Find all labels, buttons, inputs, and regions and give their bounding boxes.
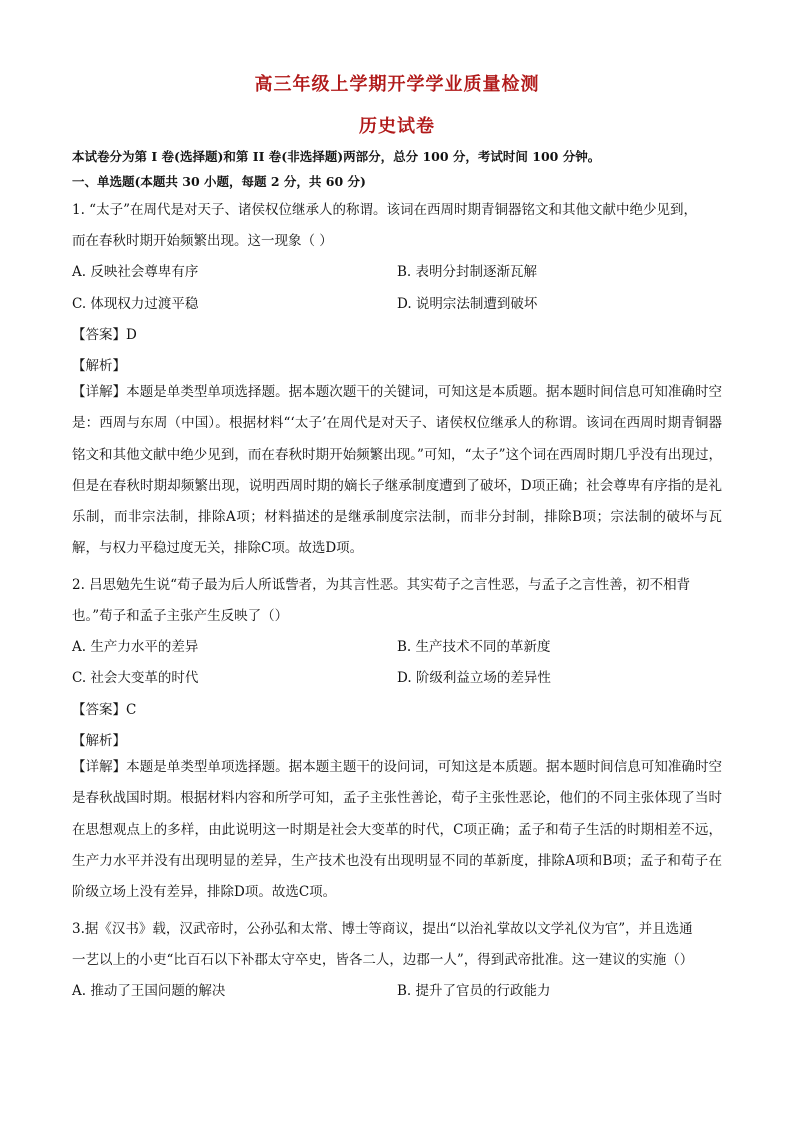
q2-stem-line1: 2. 吕思勉先生说“荀子最为后人所诋訾者，为其言性恶。其实荀子之言性恶，与孟子之言性善，初不相背 — [72, 577, 691, 593]
q3-option-b: B. 提升了官员的行政能力 — [397, 983, 551, 999]
q2-detail: 【详解】本题是单类型单项选择题。据本题主题干的设问词，可知这是本质题。据本题时间信息可知准确时空是春秋战国时期。根据材料内容和所学可知，孟子主张性善论，荀子主张性恶论，他们的不同主张体现了当时在思想观点上的多样，由此说明这一时期是社会大变革的时代，C项正确；孟子和荀子生活的时期相差不远，生产力水平并没有出现明显的差异，生产技术也没有出现明显不同的革新度，排除A项和B项；孟子和荀子在阶级立场上没有差异，排除D项。故选C项。 — [72, 759, 722, 901]
q1-option-b: B. 表明分封制逐渐瓦解 — [397, 264, 538, 280]
q1-option-c: C. 体现权力过渡平稳 — [72, 296, 199, 312]
q1-option-d: D. 说明宗法制遭到破坏 — [397, 296, 538, 312]
exam-subtitle: 历史试卷 — [359, 116, 435, 137]
q3-stem-line1: 3.据《汉书》载，汉武帝时，公孙弘和太常、博士等商议，提出“以治礼掌故以文学礼仪为官”，并且选通 — [72, 921, 693, 937]
q1-stem-line2: 而在春秋时期开始频繁出现。这一现象（ ） — [72, 233, 333, 249]
q2-option-b: B. 生产技术不同的革新度 — [397, 639, 551, 655]
q1-option-a: A. 反映社会尊卑有序 — [72, 264, 199, 280]
exam-intro: 本试卷分为第 I 卷(选择题)和第 II 卷(非选择题)两部分，总分 100 分，考试时间 100 分钟。 — [72, 149, 601, 164]
exam-title: 高三年级上学期开学学业质量检测 — [254, 74, 540, 95]
q3-stem-line2: 一艺以上的小吏“比百石以下补郡太守卒史，皆各二人，边郡一人”，得到武帝批准。这一建议的实施（） — [72, 952, 694, 968]
q1-analysis-label: 【解析】 — [72, 358, 126, 374]
q2-answer: 【答案】C — [72, 702, 137, 718]
q2-analysis-label: 【解析】 — [72, 733, 126, 749]
q1-stem-line1: 1. “太子”在周代是对天子、诸侯权位继承人的称谓。该词在西周时期青铜器铭文和其他文献中绝少见到， — [72, 202, 697, 218]
q1-detail: 【详解】本题是单类型单项选择题。据本题次题干的关键词，可知这是本质题。据本题时间信息可知准确时空是：西周与东周（中国）。根据材料“‘太子’在周代是对天子、诸侯权位继承人的称谓。该词在西周时期青铜器铭文和其他文献中绝少见到，而在春秋时期开始频繁出现。”可知，“太子”这个词在西周时期几乎没有出现过，但是在春秋时期却频繁出现，说明西周时期的嫡长子继承制度遭到了破坏，D项正确；社会尊卑有序指的是礼乐制，而非宗法制，排除A项；材料描述的是继承制度宗法制，而非分封制，排除B项；宗法制的破坏与瓦解，与权力平稳过度无关，排除C项。故选D项。 — [72, 384, 722, 557]
q2-option-d: D. 阶级利益立场的差异性 — [397, 670, 551, 686]
q3-option-a: A. 推动了王国问题的解决 — [72, 983, 226, 999]
q1-answer: 【答案】D — [72, 327, 137, 343]
section-heading: 一、单选题(本题共 30 小题，每题 2 分，共 60 分) — [72, 174, 366, 189]
q2-option-a: A. 生产力水平的差异 — [72, 639, 199, 655]
q2-option-c: C. 社会大变革的时代 — [72, 670, 199, 686]
q2-stem-line2: 也。”荀子和孟子主张产生反映了（） — [72, 608, 289, 624]
